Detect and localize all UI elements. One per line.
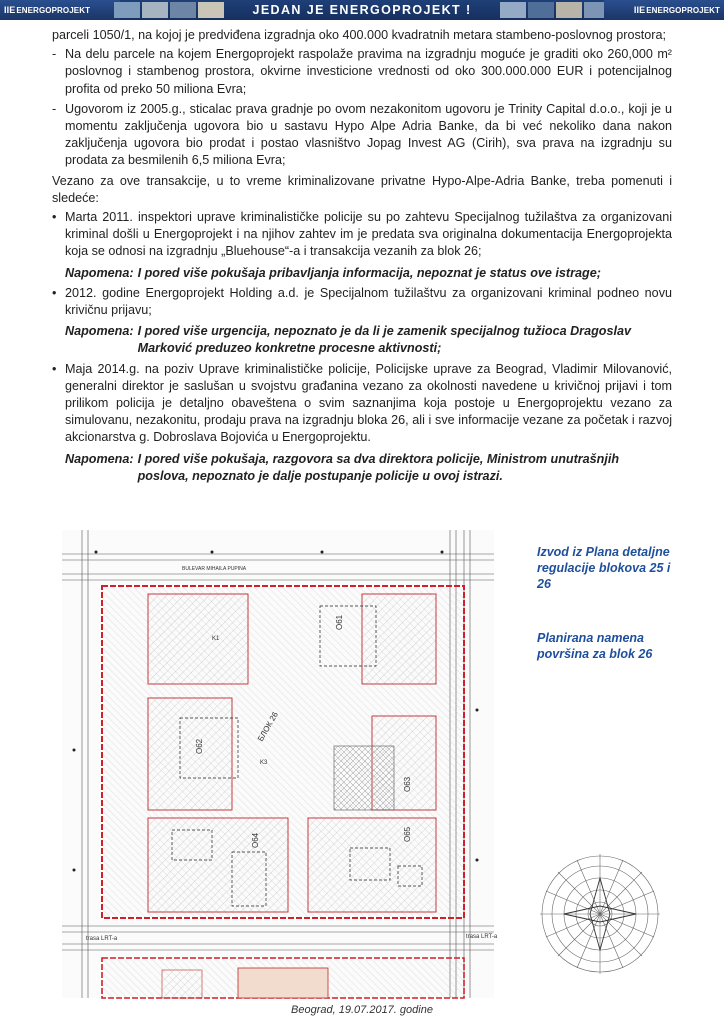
note-label: Napomena: xyxy=(65,324,134,339)
logo-right xyxy=(604,0,724,20)
note xyxy=(52,451,672,485)
label-k1: K1 xyxy=(212,636,220,642)
bullet-text: Marta 2011. inspektori uprave kriminalističke policije su po zahtevu Specijalnog tužilaštva za organizovani kriminal došli u Energoprojekt i na njihov zahtev im je predata sva originalna dokumentacija Energoprojekta koja se odnosi na izgradnju „Bluehouse“-a i transakcija vezanih za blok 26; xyxy=(65,210,672,259)
lrt-label: trasa LRT-a xyxy=(86,936,118,942)
block-label: БЛОК 26 xyxy=(255,710,280,743)
intro-paragraph: parceli 1050/1, na kojoj je predviđena izgradnja oko 400.000 kvadratnih metara stambeno-poslovnog prostora; xyxy=(52,28,666,42)
document-body xyxy=(52,27,672,485)
lot-label: O61 xyxy=(335,614,344,630)
map-caption-purpose: Planirana namena površina za blok 26 xyxy=(537,631,653,661)
bullet-item: • Maja 2014.g. na poziv Uprave kriminalističke policije, Policijske uprave za Beograd, Vladimir Milovanović, generalni direktor je saslušan u svojstvu građanina vezano za okolnosti navedene u krivičnoj prijavi i tom prilikom policija je detaljno obaveštena o svim saznanjima koja postoje u Energoprojektu vezano za simulovanu, nezakonitu, prodaju prava na izgradnju bloka 26, ali i sve informacije vezane za početak i razvoj akcionarstva g. Dobroslava Bojovića u Energoprojektu. xyxy=(52,361,672,445)
note-label: Napomena: xyxy=(65,265,134,280)
logo-left xyxy=(0,0,120,20)
logo-mark: IIE xyxy=(4,5,16,15)
note-text: I pored više pokušaja, razgovora sa dva direktora policije, Ministrom unutrašnjih poslova, nepoznato je dalje postupanje policije u ovoj istrazi. xyxy=(137,451,620,483)
regulation-plan-map xyxy=(62,530,498,998)
bullet-text: 2012. godine Energoprojekt Holding a.d. je Specijalnom tužilaštvu za organizovani kriminal podneo novu krivičnu prijavu; xyxy=(65,285,672,318)
dash-item-text: Ugovorom iz 2005.g., sticalac prava gradnje po ovom nezakonitom ugovoru je Trinity Capital d.o.o., koji je u momentu zaključenja ugovora bio u sastavu Hypo Alpe Adria Banke, da bi već nekoliko dana nakon zaključenja ugovora bio prodat i postao vlasništvo Jopag Invest AG (Cirih), sva prava na izgradnju su prodata za besmilenih 6,5 miliona Evra; xyxy=(65,101,672,168)
note-label: Napomena: xyxy=(65,451,134,466)
bullet-list xyxy=(52,209,672,261)
bullet-item: • 2012. godine Energoprojekt Holding a.d. je Specijalnom tužilaštvu za organizovani kriminal podneo novu krivičnu prijavu; xyxy=(52,285,672,318)
banner-title: JEDAN JE ENERGOPROJEKT ! xyxy=(252,3,472,17)
bullet-item: • Marta 2011. inspektori uprave kriminalističke policije su po zahtevu Specijalnog tužilaštva za organizovani kriminal došli u Energoprojekt i na njihov zahtev im je predata sva originalna dokumentacija Energoprojekta koja se odnosi na izgradnju „Bluehouse“-a i transakcija vezanih za blok 26; xyxy=(52,210,672,259)
dash-item: - Ugovorom iz 2005.g., sticalac prava gradnje po ovom nezakonitom ugovoru je Trinity Capital d.o.o., koji je u momentu zaključenja ugovora bio u sastavu Hypo Alpe Adria Banke, da bi već nekoliko dana nakon zaključenja ugovora bio prodat i postao vlasništvo Jopag Invest AG (Cirih), sva prava na izgradnju su prodata za besmilenih 6,5 miliona Evra; xyxy=(52,101,672,168)
dash-item-text: Na delu parcele na kojem Energoprojekt raspolaže pravima na izgradnju moguće je graditi oko 260,000 m² poslovnog i stambenog prostora, okvirne investicione vrednosti od oko 300.000.000 EUR i potencijalnog profita od preko 50 miliona Evra; xyxy=(65,47,672,96)
transition-paragraph: Vezano za ove transakcije, u to vreme kriminalizovane privatne Hypo-Alpe-Adria Banke, treba pomenuti i sledeće: xyxy=(52,173,672,205)
header-banner xyxy=(0,0,724,20)
dash-item: - Na delu parcele na kojem Energoprojekt raspolaže pravima na izgradnju moguće je graditi oko 260,000 m² poslovnog i stambenog prostora, okvirne investicione vrednosti od oko 300.000.000 EUR i potencijalnog profita od preko 50 miliona Evra; xyxy=(52,47,672,96)
note xyxy=(52,323,672,357)
lot-label: O62 xyxy=(195,738,204,754)
logo-text: ENERGOPROJEKT xyxy=(16,5,91,15)
bullet-text: Maja 2014.g. na poziv Uprave kriminalističke policije, Policijske uprave za Beograd, Vladimir Milovanović, generalni direktor je saslušan u svojstvu građanina vezano za okolnosti navedene u krivičnoj prijavi i tom prilikom policija je detaljno obaveštena o svim saznanjima koja postoje u Energoprojektu vezano za simulovanu, nezakonitu, prodaju prava na izgradnju bloka 26, ali i sve informacije vezane za početak i razvoj akcionarstva g. Dobroslava Bojovića u Energoprojektu. xyxy=(65,361,672,445)
note-text: I pored više urgencija, nepoznato je da li je zamenik specijalnog tužioca Dragoslav Marković preduzeo konkretne procesne aktivnosti; xyxy=(137,324,631,356)
note-text: I pored više pokušaja pribavljanja informacija, nepoznat je status ove istrage; xyxy=(137,265,601,280)
street-label: BULEVAR MIHAILA PUPINA xyxy=(182,566,247,572)
logo-mark: IIE xyxy=(633,5,646,15)
label-k3: K3 xyxy=(260,760,268,766)
bullet-list xyxy=(52,361,672,447)
footer-place-date: Beograd, 19.07.2017. godine xyxy=(291,1004,433,1016)
dash-list xyxy=(52,46,672,169)
lot-label: O63 xyxy=(403,776,412,792)
photo-strip-left xyxy=(114,2,224,18)
bullet-list xyxy=(52,285,672,319)
lrt-label: trasa LRT-a xyxy=(466,934,498,940)
lot-label: O64 xyxy=(251,832,260,848)
compass-rose-icon xyxy=(534,848,666,980)
plan-drawing xyxy=(62,530,498,998)
logo-text: ENERGOPROJEKT xyxy=(646,5,720,15)
note xyxy=(52,265,672,282)
map-caption-extract: Izvod iz Plana detaljne regulacije blokova 25 i 26 xyxy=(537,545,671,591)
lot-label: O65 xyxy=(403,826,412,842)
photo-strip-right xyxy=(500,2,610,18)
